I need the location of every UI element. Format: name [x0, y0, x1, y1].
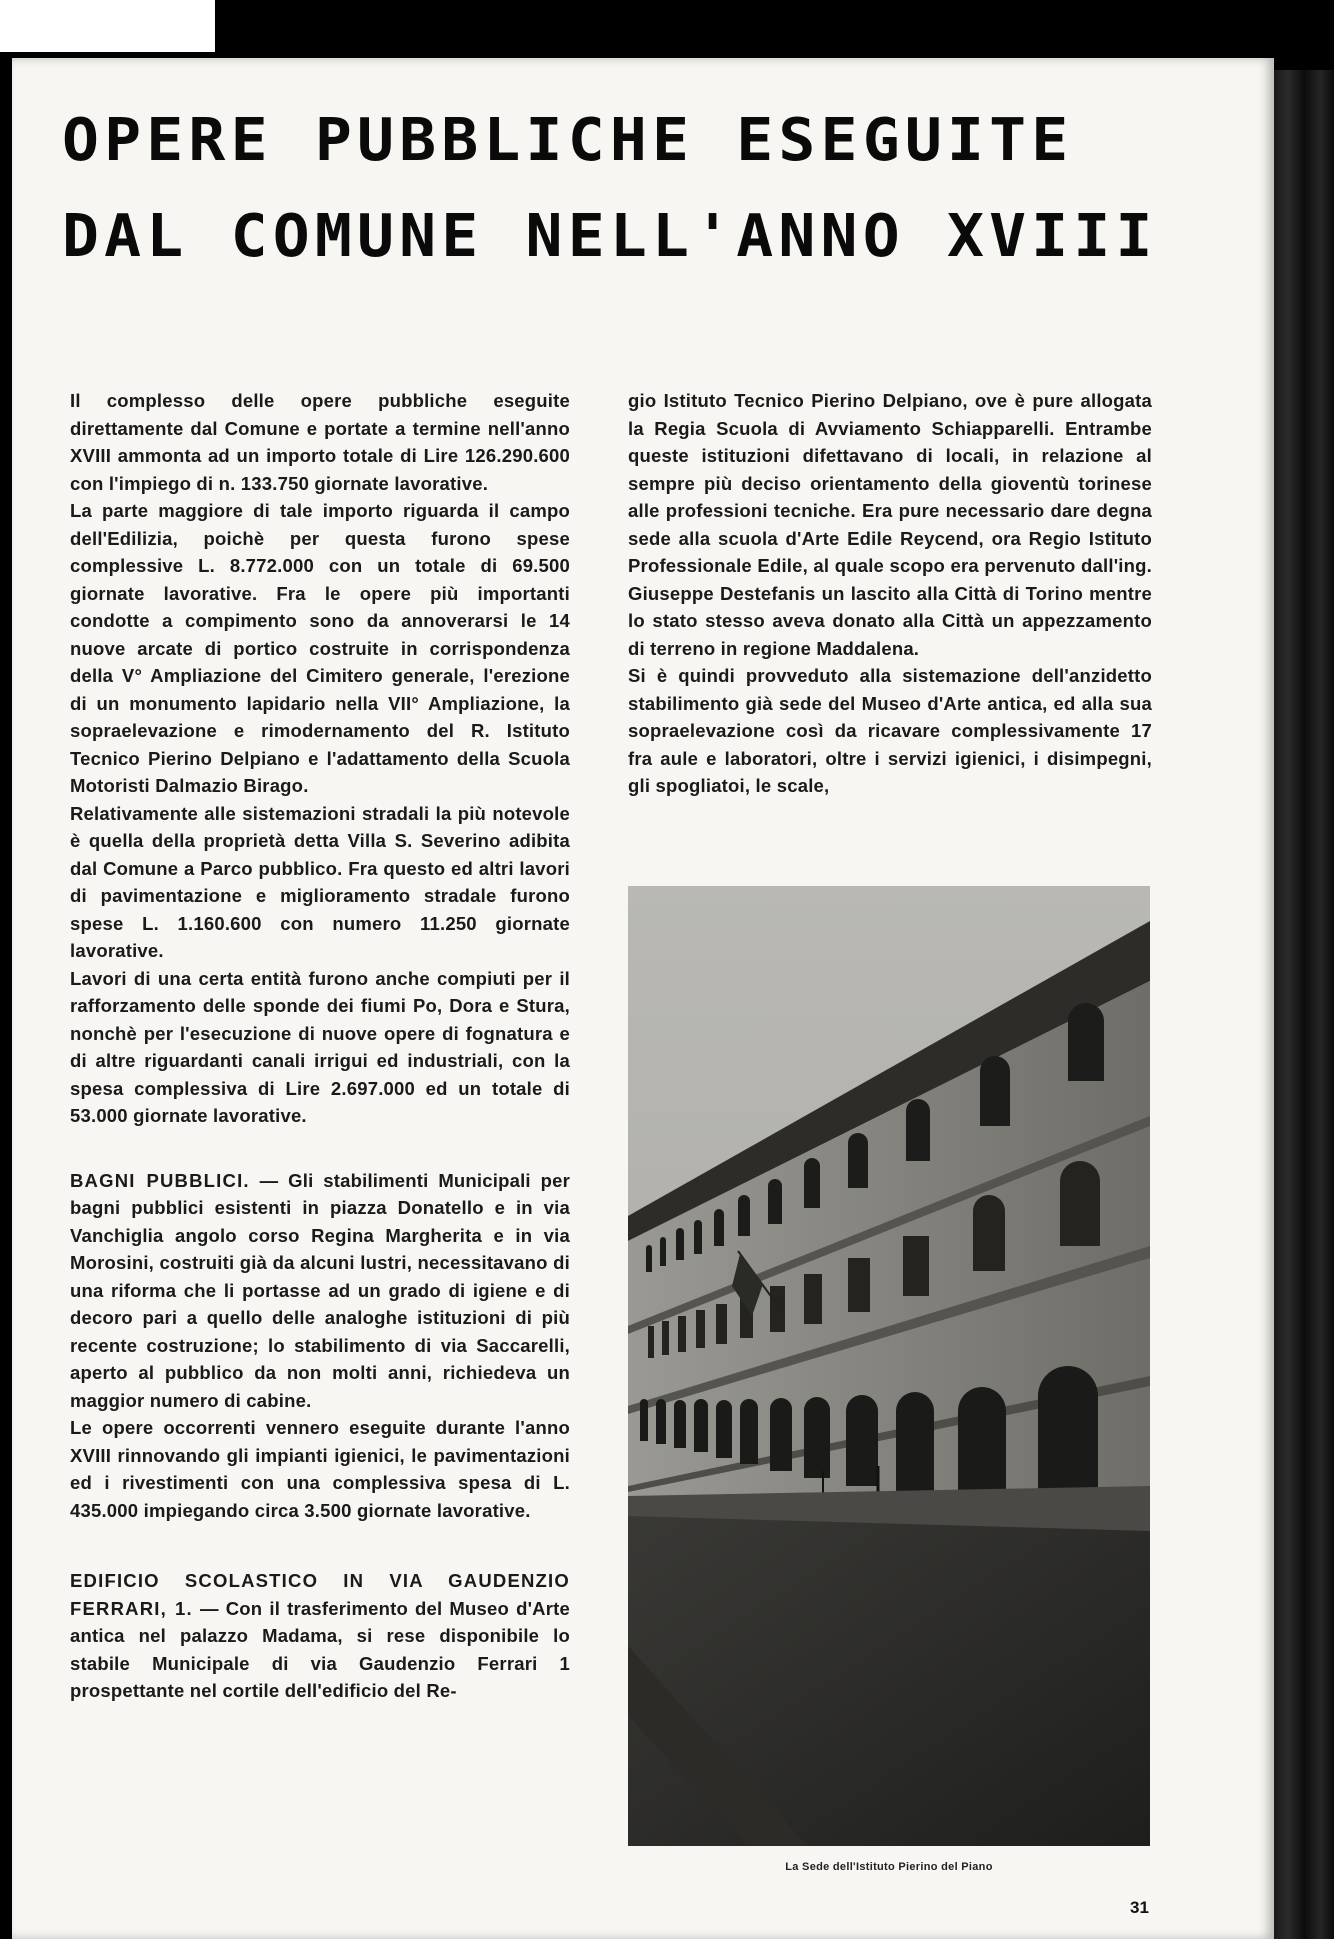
section-heading-edificio: EDIFICIO SCOLASTICO IN VIA GAUDENZIO FERRARI, 1. — [70, 1570, 570, 1619]
page-title — [62, 92, 1206, 284]
title-line-2: DAL COMUNE NELL'ANNO XVIII — [62, 201, 1158, 270]
paragraph-edilizia: La parte maggiore di tale importo riguarda il campo dell'Edilizia, poichè per questa furono spese complessive L. 8.772.000 con un totale di 69.500 giornate lavorative. Fra le opere più importanti condotte a compimento sono da annoverarsi le 14 nuove arcate di portico costruite in corrispondenza della V° Ampliazione del Cimitero generale, l'erezione di un monumento lapidario nella VII° Ampliazione, la sopraelevazione e rimodernamento del R. Istituto Tecnico Pierino Delpiano e l'adattamento della Scuola Motoristi Dalmazio Birago. — [70, 500, 570, 796]
paragraph-bagni — [70, 1167, 570, 1415]
paragraph-stradali: Relativamente alle sistemazioni stradali la più notevole è quella della proprietà detta Villa S. Severino adibita dal Comune a Parco pubblico. Fra questo ed altri lavori di pavimentazione e miglioramento stradale furono spese L. 1.160.600 con numero 11.250 giornate lavorative. — [70, 802, 570, 961]
section-heading-bagni: BAGNI PUBBLICI. — [70, 1169, 250, 1191]
bagni-text: — Gli stabilimenti Municipali per bagni pubblici esistenti in piazza Donatello e in via Vanchiglia angolo corso Regina Margherita e in via Morosini, costruiti già da alcuni lustri, necessitavano di una riforma che li portasse ad un grado di igiene e di decoro pari a quello delle analoghe istituzioni di più recente costruzione; lo stabilimento di via Saccarelli, aperto al pubblico da non molti anni, richiedeva un maggior numero di cabine. — [70, 1169, 570, 1411]
photo-caption: La Sede dell'Istituto Pierino del Piano — [785, 1861, 993, 1873]
paragraph-edificio — [70, 1567, 570, 1705]
paragraph-istituto: gio Istituto Tecnico Pierino Delpiano, ove è pure allogata la Regia Scuola di Avviamento Schiapparelli. Entrambe queste istituzioni difettavano di locali, in relazione al sempre più deciso orientamento della gioventù torinese alle professioni tecniche. Era pure necessario dare degna sede alla scuola d'Arte Edile Reycend, ora Regio Istituto Professionale Edile, al quale scopo era pervenuto dall'ing. Giuseppe Destefanis un lascito alla Città di Torino mentre lo stato stesso aveva donato alla Città un appezzamento di terreno in regione Maddalena. — [628, 390, 1152, 659]
title-line-1: OPERE PUBBLICHE ESEGUITE — [62, 105, 1074, 174]
page-edge-shadow — [1268, 70, 1334, 1939]
paragraph-intro: Il complesso delle opere pubbliche eseguite direttamente dal Comune e portate a termine nell'anno XVIII ammonta ad un importo totale di Lire 126.290.600 con l'impiego di n. 133.750 giornate lavorative. — [70, 390, 570, 494]
page-number: 31 — [1130, 1898, 1149, 1917]
edificio-text: — Con il trasferimento del Museo d'Arte antica nel palazzo Madama, si rese disponibile lo stabile Municipale di via Gaudenzio Ferrari 1 prospettante nel cortile dell'edificio del Re- — [70, 1597, 570, 1701]
paragraph-fiumi: Lavori di una certa entità furono anche compiuti per il rafforzamento delle sponde dei fiumi Po, Dora e Stura, nonchè per l'esecuzione di nuove opere di fognatura e di altre riguardanti canali irrigui ed industriali, con la spesa complessiva di Lire 2.697.000 ed un totale di 53.000 giornate lavorative. — [70, 967, 570, 1126]
paragraph-sistemazione: Si è quindi provveduto alla sistemazione dell'anzidetto stabilimento già sede del Museo d'Arte antica, ed alla sua sopraelevazione così da ricavare complessivamente 17 fra aule e laboratori, oltre i servizi igienici, i disimpegni, gli spogliatoi, le scale, — [628, 665, 1152, 796]
right-text-column — [628, 387, 1152, 800]
scan-margin — [0, 0, 215, 52]
paragraph-bagni-opere: Le opere occorrenti vennero eseguite durante l'anno XVIII rinnovando gli impianti igienici, le pavimentazioni ed i rivestimenti con una complessiva spesa di L. 435.000 impiegando circa 3.500 giornate lavorative. — [70, 1417, 570, 1521]
left-text-column — [70, 387, 570, 1705]
building-photo — [628, 886, 1150, 1846]
